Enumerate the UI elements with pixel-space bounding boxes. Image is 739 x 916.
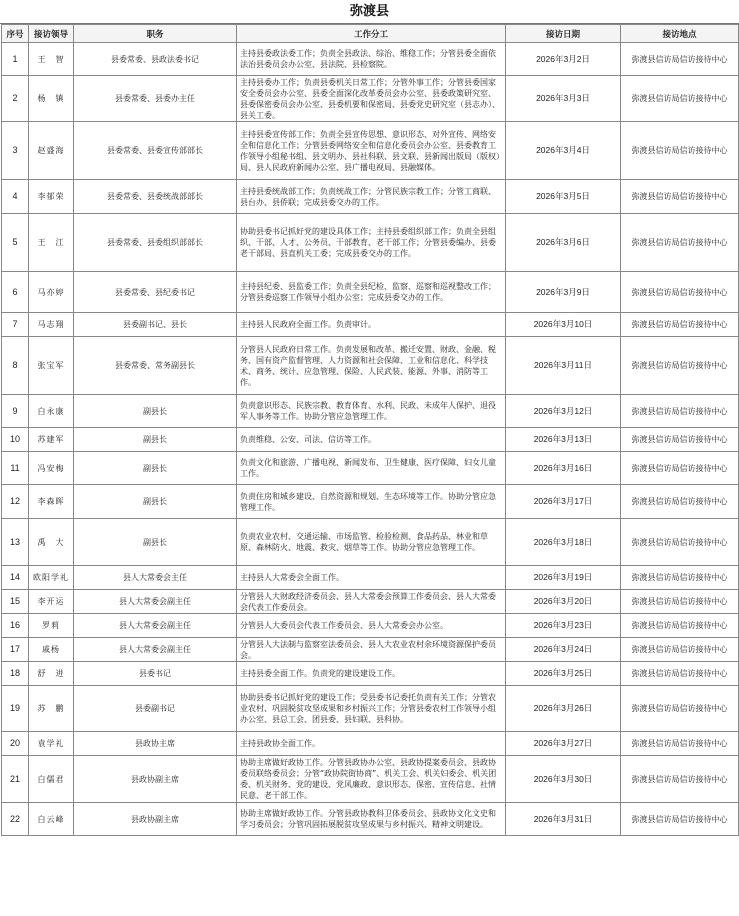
position: 县人大常委会副主任 <box>74 590 237 614</box>
row-index: 1 <box>2 43 29 76</box>
leader-name: 张宝军 <box>29 337 74 395</box>
reception-date: 2026年3月31日 <box>506 803 621 836</box>
row-index: 18 <box>2 662 29 686</box>
duties: 协助县委书记抓好党的建设工作；受县委书记委托负责有关工作；分管农业农村、巩固脱贫攻坚成果和乡村振兴工作；分管县委农村工作领导小组办公室、县总工会、团县委、县妇联、县科协。 <box>237 686 506 732</box>
duties: 主持县委办工作；负责县委机关日常工作；分管外事工作；分管县委国家安全委员会办公室、县委全面深化改革委员会办公室、县委政策研究室、县委保密委员会办公室、县委机要和保密局、县委党史研究室（县志办）、县关工委。 <box>237 76 506 122</box>
position: 县委副书记、县长 <box>74 313 237 337</box>
row-index: 4 <box>2 180 29 214</box>
row-index: 6 <box>2 272 29 313</box>
table-row <box>2 485 739 519</box>
duties: 主持县委政法委工作；负责全县政法、综治、维稳工作；分管县委全面依法治县委员会办公室、县法院、县检察院。 <box>237 43 506 76</box>
leader-name: 禹 大 <box>29 519 74 566</box>
reception-date: 2026年3月20日 <box>506 590 621 614</box>
reception-date: 2026年3月30日 <box>506 756 621 803</box>
duties: 主持县人民政府全面工作。负责审计。 <box>237 313 506 337</box>
duties: 负责农业农村、交通运输、市场监管、检验检测、食品药品、林业和草原、森林防火、地震、救灾、烟草等工作。协助分管应急管理工作。 <box>237 519 506 566</box>
reception-date: 2026年3月11日 <box>506 337 621 395</box>
leader-name: 白云峰 <box>29 803 74 836</box>
duties: 负责文化和旅游、广播电视、新闻发布、卫生健康、医疗保障、妇女儿童工作。 <box>237 452 506 485</box>
row-index: 10 <box>2 428 29 452</box>
table-row <box>2 337 739 395</box>
duties: 分管县人大财政经济委员会、县人大常委会预算工作委员会、县人大常委会代表工作委员会。 <box>237 590 506 614</box>
position: 县委常委、县委统战部部长 <box>74 180 237 214</box>
row-index: 17 <box>2 638 29 662</box>
row-index: 19 <box>2 686 29 732</box>
table-row <box>2 756 739 803</box>
row-index: 14 <box>2 566 29 590</box>
leader-name: 舒 进 <box>29 662 74 686</box>
reception-date: 2026年3月5日 <box>506 180 621 214</box>
table-row <box>2 638 739 662</box>
table-header-row <box>2 25 739 43</box>
reception-date: 2026年3月4日 <box>506 122 621 180</box>
table-row <box>2 76 739 122</box>
table-body <box>2 43 739 836</box>
row-index: 13 <box>2 519 29 566</box>
leader-name: 苏 鹏 <box>29 686 74 732</box>
table-row <box>2 614 739 638</box>
header-position: 职务 <box>74 25 237 43</box>
table-row <box>2 214 739 272</box>
position: 副县长 <box>74 452 237 485</box>
leader-name: 马志翔 <box>29 313 74 337</box>
reception-place: 弥渡县信访局信访接待中心 <box>621 803 739 836</box>
reception-date: 2026年3月19日 <box>506 566 621 590</box>
leader-name: 马亦婷 <box>29 272 74 313</box>
table-row <box>2 803 739 836</box>
header-date: 接访日期 <box>506 25 621 43</box>
reception-place: 弥渡县信访局信访接待中心 <box>621 452 739 485</box>
duties: 主持县纪委、县监委工作；负责全县纪检、监察、巡察和巡视整改工作；分管县委巡察工作领导小组办公室；完成县委交办的工作。 <box>237 272 506 313</box>
leader-name: 欧阳学礼 <box>29 566 74 590</box>
row-index: 15 <box>2 590 29 614</box>
reception-date: 2026年3月10日 <box>506 313 621 337</box>
leader-name: 王 江 <box>29 214 74 272</box>
reception-date: 2026年3月27日 <box>506 732 621 756</box>
reception-place: 弥渡县信访局信访接待中心 <box>621 756 739 803</box>
position: 县委常委、县政法委书记 <box>74 43 237 76</box>
table-row <box>2 590 739 614</box>
reception-schedule-table <box>1 24 739 836</box>
leader-name: 李开运 <box>29 590 74 614</box>
table-row <box>2 519 739 566</box>
duties: 主持县委宣传部工作；负责全县宣传思想、意识形态、对外宣传、网络安全和信息化工作；分管县委网络安全和信息化委员会办公室、县委教育工作领导小组秘书组、县文明办、县社科联、县文联、县新闻出版局（版权）局、县人民政府新闻办公室、县广播电视局、县融媒体。 <box>237 122 506 180</box>
row-index: 9 <box>2 395 29 428</box>
position: 县人大常委会主任 <box>74 566 237 590</box>
reception-place: 弥渡县信访局信访接待中心 <box>621 76 739 122</box>
reception-place: 弥渡县信访局信访接待中心 <box>621 485 739 519</box>
position: 县人大常委会副主任 <box>74 638 237 662</box>
reception-place: 弥渡县信访局信访接待中心 <box>621 43 739 76</box>
row-index: 21 <box>2 756 29 803</box>
reception-place: 弥渡县信访局信访接待中心 <box>621 428 739 452</box>
leader-name: 白永康 <box>29 395 74 428</box>
leader-name: 袁学礼 <box>29 732 74 756</box>
header-leader: 接访领导 <box>29 25 74 43</box>
leader-name: 王 智 <box>29 43 74 76</box>
duties: 主持县政协全面工作。 <box>237 732 506 756</box>
reception-date: 2026年3月26日 <box>506 686 621 732</box>
leader-name: 李森晖 <box>29 485 74 519</box>
table-row <box>2 180 739 214</box>
reception-place: 弥渡县信访局信访接待中心 <box>621 732 739 756</box>
table-row <box>2 43 739 76</box>
duties: 负责意识形态、民族宗教、教育体育、水利、民政、未成年人保护、退役军人事务等工作。协助分管应急管理工作。 <box>237 395 506 428</box>
table-row <box>2 662 739 686</box>
table-row <box>2 732 739 756</box>
row-index: 2 <box>2 76 29 122</box>
reception-date: 2026年3月2日 <box>506 43 621 76</box>
duties: 主持县人大常委会全面工作。 <box>237 566 506 590</box>
reception-place: 弥渡县信访局信访接待中心 <box>621 313 739 337</box>
position: 县委常委、县委办主任 <box>74 76 237 122</box>
duties: 分管县人民政府日常工作。负责发展和改革、搬迁安置、财政、金融、税务、国有资产监督管理、人力资源和社会保障、工业和信息化、科学技术、商务、统计、应急管理、保险、人民武装、能源、外事、消防等工作。 <box>237 337 506 395</box>
position: 副县长 <box>74 395 237 428</box>
row-index: 8 <box>2 337 29 395</box>
reception-place: 弥渡县信访局信访接待中心 <box>621 566 739 590</box>
reception-place: 弥渡县信访局信访接待中心 <box>621 395 739 428</box>
duties: 主持县委统战部工作；负责统战工作；分管民族宗教工作；分管工商联、县台办、县侨联；完成县委交办的工作。 <box>237 180 506 214</box>
reception-place: 弥渡县信访局信访接待中心 <box>621 122 739 180</box>
row-index: 5 <box>2 214 29 272</box>
row-index: 20 <box>2 732 29 756</box>
position: 副县长 <box>74 519 237 566</box>
position: 县委常委、县委宣传部部长 <box>74 122 237 180</box>
reception-date: 2026年3月18日 <box>506 519 621 566</box>
table-row <box>2 566 739 590</box>
reception-date: 2026年3月6日 <box>506 214 621 272</box>
position: 县委常委、常务副县长 <box>74 337 237 395</box>
reception-place: 弥渡县信访局信访接待中心 <box>621 519 739 566</box>
leader-name: 杨 镇 <box>29 76 74 122</box>
reception-place: 弥渡县信访局信访接待中心 <box>621 686 739 732</box>
duties: 负责住房和城乡建设、自然资源和规划、生态环境等工作。协助分管应急管理工作。 <box>237 485 506 519</box>
reception-date: 2026年3月12日 <box>506 395 621 428</box>
header-duties: 工作分工 <box>237 25 506 43</box>
row-index: 12 <box>2 485 29 519</box>
reception-date: 2026年3月23日 <box>506 614 621 638</box>
reception-place: 弥渡县信访局信访接待中心 <box>621 337 739 395</box>
reception-place: 弥渡县信访局信访接待中心 <box>621 214 739 272</box>
reception-place: 弥渡县信访局信访接待中心 <box>621 272 739 313</box>
reception-place: 弥渡县信访局信访接待中心 <box>621 590 739 614</box>
position: 县委常委、县纪委书记 <box>74 272 237 313</box>
row-index: 7 <box>2 313 29 337</box>
table-row <box>2 428 739 452</box>
leader-name: 戚杨 <box>29 638 74 662</box>
row-index: 22 <box>2 803 29 836</box>
position: 县政协副主席 <box>74 803 237 836</box>
reception-place: 弥渡县信访局信访接待中心 <box>621 662 739 686</box>
reception-date: 2026年3月24日 <box>506 638 621 662</box>
row-index: 11 <box>2 452 29 485</box>
table-row <box>2 395 739 428</box>
table-row <box>2 272 739 313</box>
duties: 负责维稳、公安、司法、信访等工作。 <box>237 428 506 452</box>
position: 县政协副主席 <box>74 756 237 803</box>
position: 副县长 <box>74 485 237 519</box>
reception-date: 2026年3月3日 <box>506 76 621 122</box>
reception-date: 2026年3月25日 <box>506 662 621 686</box>
header-place: 接访地点 <box>621 25 739 43</box>
leader-name: 苏建军 <box>29 428 74 452</box>
position: 副县长 <box>74 428 237 452</box>
leader-name: 白儒君 <box>29 756 74 803</box>
duties: 主持县委全面工作。负责党的建设建设工作。 <box>237 662 506 686</box>
table-row <box>2 686 739 732</box>
table-row <box>2 452 739 485</box>
position: 县人大常委会副主任 <box>74 614 237 638</box>
duties: 分管县人大法制与监察室法委员会、县人大农业农村余环境资源保护委员会。 <box>237 638 506 662</box>
header-index: 序号 <box>2 25 29 43</box>
reception-place: 弥渡县信访局信访接待中心 <box>621 180 739 214</box>
page-title: 弥渡县 <box>0 0 739 24</box>
table-row <box>2 122 739 180</box>
duties: 协助主席做好政协工作。分管县政协教科卫体委员会、县政协文化文史和学习委员会；分管巩固拓展脱贫攻坚成果与乡村振兴、精神文明建设。 <box>237 803 506 836</box>
row-index: 3 <box>2 122 29 180</box>
duties: 协助主席做好政协工作。分管县政协办公室、县政协提案委员会、县政协委员联络委员会；分管“政协院街协商”、机关工会、机关妇委会、机关团委、机关财务、党的建设、党风廉政、意识形态、保密、宣传信息、社情民意、老干部工作。 <box>237 756 506 803</box>
duties: 分管县人大委员会代表工作委员会、县人大常委会办公室。 <box>237 614 506 638</box>
leader-name: 李郁荣 <box>29 180 74 214</box>
table-row <box>2 313 739 337</box>
reception-place: 弥渡县信访局信访接待中心 <box>621 638 739 662</box>
leader-name: 赵盛海 <box>29 122 74 180</box>
reception-date: 2026年3月13日 <box>506 428 621 452</box>
leader-name: 冯安梅 <box>29 452 74 485</box>
position: 县委书记 <box>74 662 237 686</box>
reception-date: 2026年3月16日 <box>506 452 621 485</box>
leader-name: 罗莉 <box>29 614 74 638</box>
row-index: 16 <box>2 614 29 638</box>
duties: 协助县委书记抓好党的建设具体工作；主持县委组织部工作；负责全县组织、干部、人才、公务员、干部教育、老干部工作；分管县委编办、县委老干部局、县直机关工委；完成县委交办的工作。 <box>237 214 506 272</box>
position: 县政协主席 <box>74 732 237 756</box>
reception-place: 弥渡县信访局信访接待中心 <box>621 614 739 638</box>
position: 县委副书记 <box>74 686 237 732</box>
position: 县委常委、县委组织部部长 <box>74 214 237 272</box>
reception-date: 2026年3月9日 <box>506 272 621 313</box>
reception-date: 2026年3月17日 <box>506 485 621 519</box>
